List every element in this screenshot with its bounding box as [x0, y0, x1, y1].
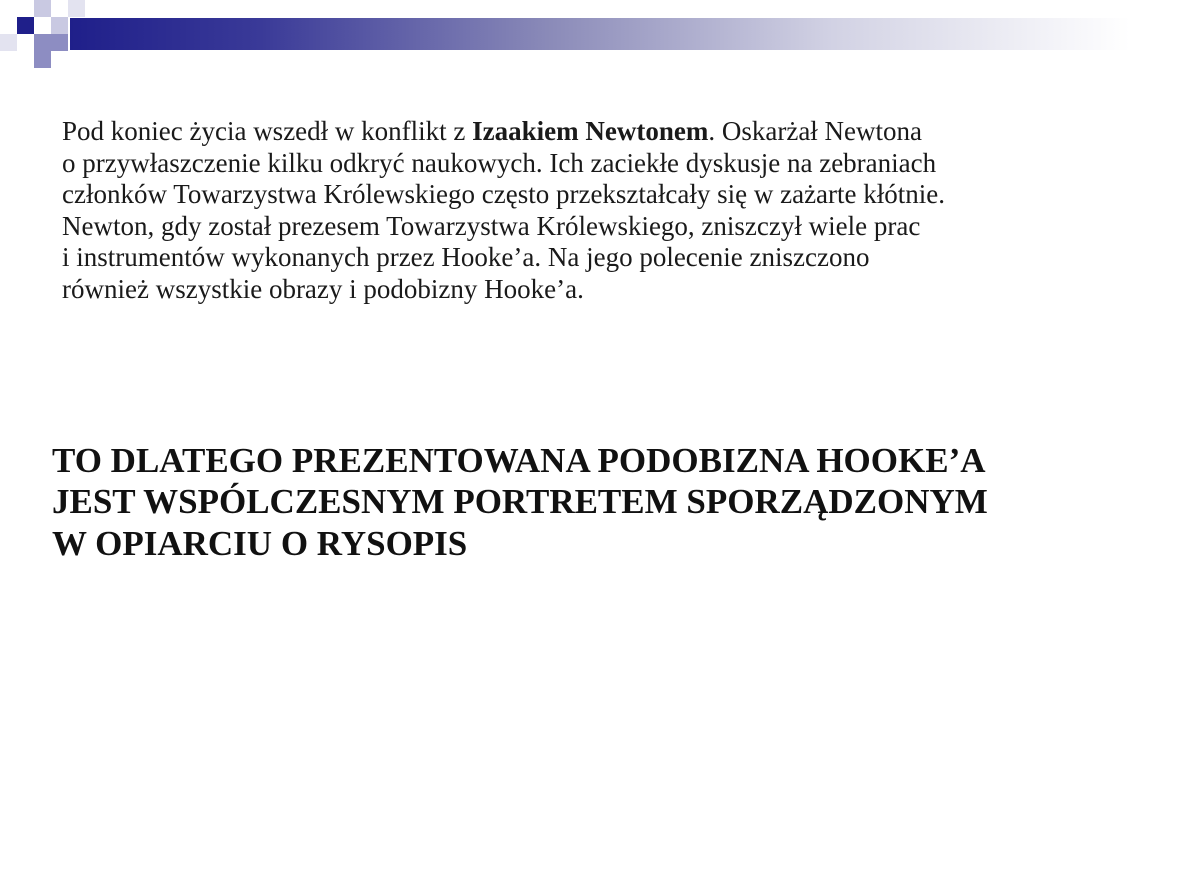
decor-square — [0, 34, 17, 51]
body-paragraph — [62, 116, 1142, 305]
conclusion-heading: TO DLATEGO PREZENTOWANA PODOBIZNA HOOKE’A JEST WSPÓLCZESNYM PORTRETEM SPORZĄDZONYM W OPIARCIU O RYSOPIS — [52, 441, 988, 563]
decor-square — [17, 17, 34, 34]
paragraph-text-start: Pod koniec życia wszedł w konflikt z — [62, 116, 473, 146]
decor-square — [51, 34, 68, 51]
decor-square — [34, 34, 51, 51]
bold-name: Izaakiem Newtonem — [472, 116, 709, 146]
decor-square — [51, 17, 68, 34]
decor-square — [34, 0, 51, 17]
paragraph-text-rest: . Oskarżał Newtona o przywłaszczenie kilku odkryć naukowych. Ich zaciekłe dyskusje na zebraniach członków Towarzystwa Królewskiego często przekształcały się w zażarte kłótnie. Newton, gdy został prezesem Towarzystwa Królewskiego, zniszczył wiele prac i instrumentów wykonanych przez Hooke’a. Na jego polecenie zniszczono również wszystkie obrazy i podobizny Hooke’a. — [62, 116, 946, 304]
header-gradient-band — [70, 18, 1130, 50]
decor-square — [68, 0, 85, 17]
decor-square — [34, 51, 51, 68]
